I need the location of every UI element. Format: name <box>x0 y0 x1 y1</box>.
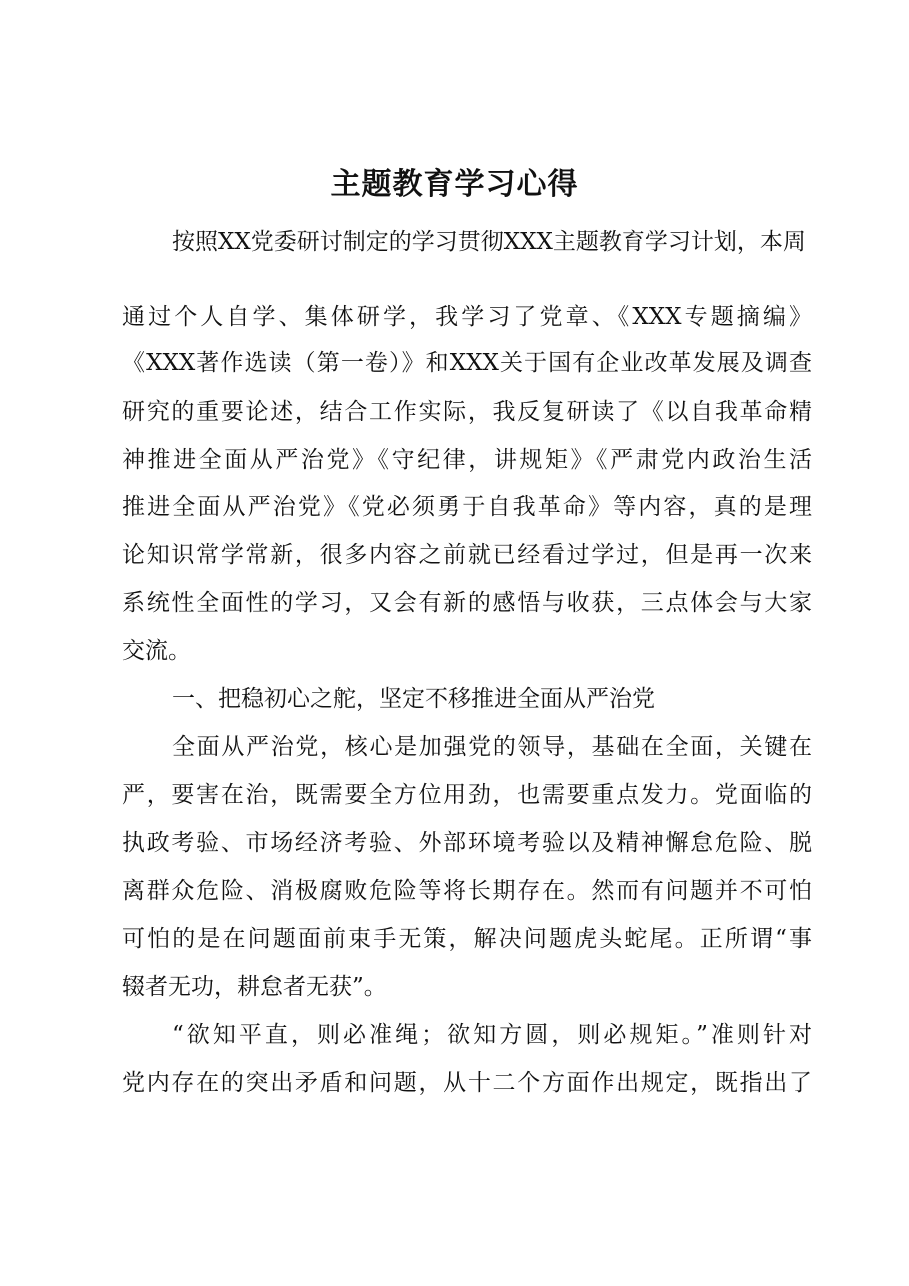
paragraph-line: 辍者无功，耕怠者无获”。 <box>122 974 387 1000</box>
paragraph-line: 按照XX党委研讨制定的学习贯彻XXX主题教育学习计划，本周 <box>172 229 806 255</box>
section-heading: 一、把稳初心之舵，坚定不移推进全面从严治党 <box>172 686 655 712</box>
paragraph-line: 论知识常学常新，很多内容之前就已经看过学过，但是再一次来 <box>122 542 812 568</box>
paragraph-line: 研究的重要论述，结合工作实际，我反复研读了《以自我革命精 <box>122 399 812 425</box>
paragraph-line: 执政考验、市场经济考验、外部环境考验以及精神懈怠危险、脱 <box>122 830 812 856</box>
paragraph-line: 交流。 <box>122 638 191 664</box>
paragraph-line: 神推进全面从严治党》《守纪律，讲规矩》《严肃党内政治生活 <box>122 447 812 473</box>
paragraph-line: 党内存在的突出矛盾和问题，从十二个方面作出规定，既指出了 <box>122 1070 812 1096</box>
paragraph-line: 推进全面从严治党》《党必须勇于自我革命》等内容，真的是理 <box>122 494 812 520</box>
paragraph-line: 离群众危险、消极腐败危险等将长期存在。然而有问题并不可怕 <box>122 878 812 904</box>
paragraph-line: “欲知平直，则必准绳；欲知方圆，则必规矩。”准则针对 <box>172 1022 812 1048</box>
document-title: 主题教育学习心得 <box>330 167 579 202</box>
paragraph-line: 全面从严治党，核心是加强党的领导，基础在全面，关键在 <box>172 734 812 760</box>
paragraph-line: 可怕的是在问题面前束手无策，解决问题虎头蛇尾。正所谓“事 <box>122 926 812 952</box>
paragraph-line: 通过个人自学、集体研学，我学习了党章、《XXX专题摘编》 <box>122 304 812 330</box>
paragraph-line: 严，要害在治，既需要全方位用劲，也需要重点发力。党面临的 <box>122 782 812 808</box>
paragraph-line: 《XXX著作选读（第一卷）》和XXX关于国有企业改革发展及调查 <box>122 350 812 376</box>
paragraph-line: 系统性全面性的学习，又会有新的感悟与收获，三点体会与大家 <box>122 590 812 616</box>
